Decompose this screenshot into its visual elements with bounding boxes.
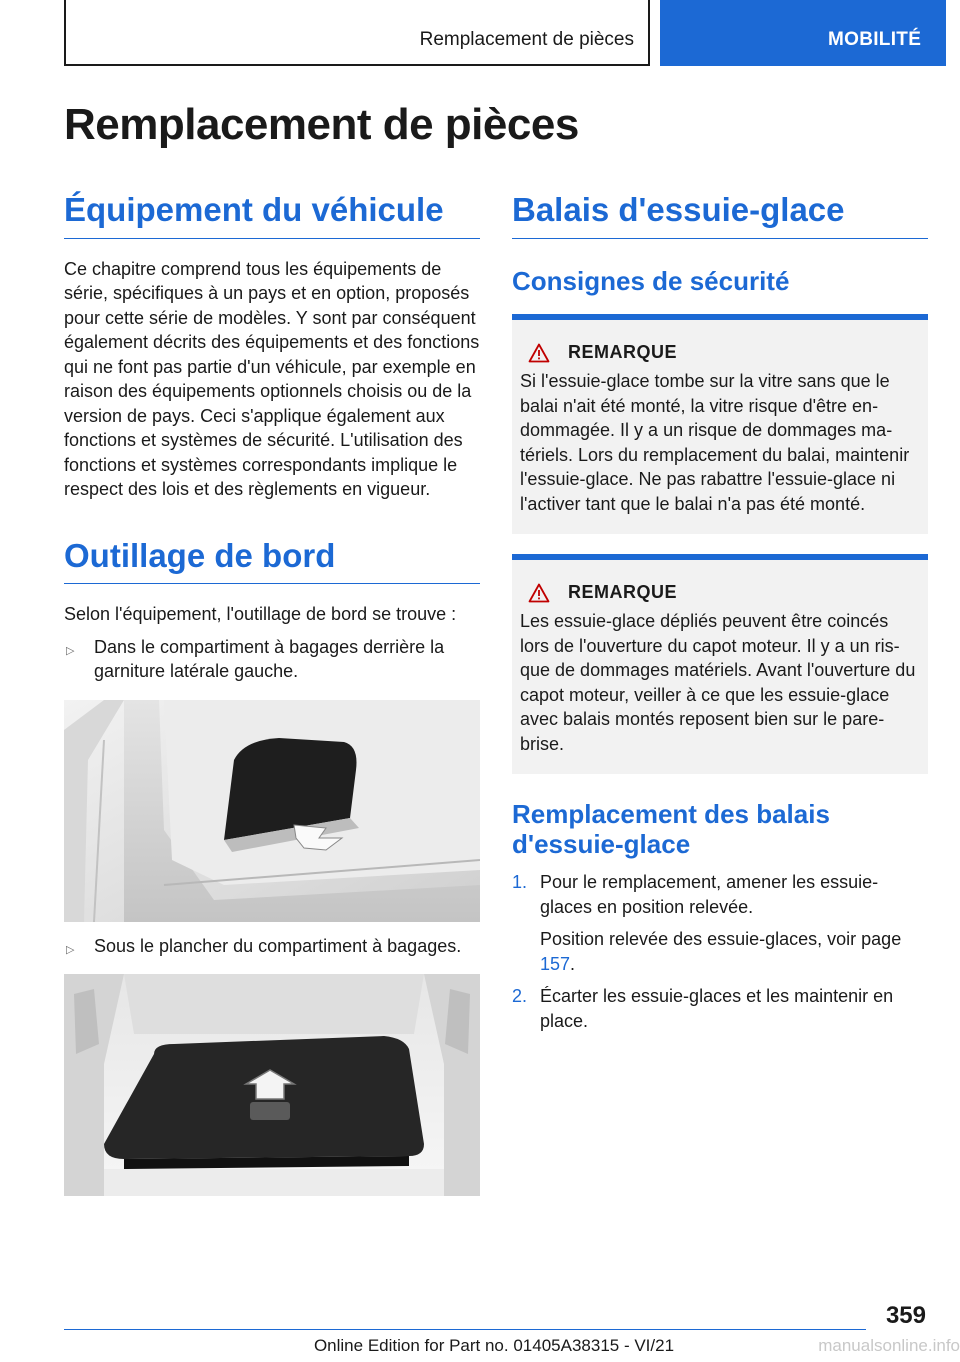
step-sub-end-1: . [570, 953, 576, 974]
notice-title-text-1: REMARQUE [568, 342, 678, 363]
header-section-title: Remplacement de pièces [419, 29, 634, 50]
step-number-2: 2. [512, 986, 528, 1007]
outillage-item-1: Dans le compartiment à bagages derrière la garniture latérale gauche. [94, 636, 445, 682]
footer-divider [64, 1329, 866, 1330]
step-sub-text-1: Position relevée des essuie-glaces, voir page [540, 929, 902, 950]
step-text-1: Pour le remplacement, amener les essuie-glaces en position relevée. [540, 872, 879, 917]
equipement-text: Ce chapitre comprend tous les équipements de série, spécifiques à un pays et en option, proposés pour cette série de modèles. Y sont par conséquent également décrits des équipements et des fonctions qui ne font pas partie d'un véhicule, par exemple en raison des équipements optionnels choisis ou de la version de pays. Ceci s'applique également aux fonctions et systèmes de sécurité. L'utilisation des fonctions et systèmes correspondants implique le respect des lois et des règlements en vigueur. [64, 258, 480, 500]
page-number: 359 [885, 1302, 926, 1329]
remplacement-steps [512, 870, 928, 1033]
heading-outillage: Outillage de bord [64, 536, 480, 585]
header-chapter-label: MOBILITÉ [828, 29, 922, 50]
list-item [64, 635, 480, 684]
page-title: Remplacement de pièces [64, 100, 579, 149]
notice-title-1 [528, 342, 920, 363]
triangle-bullet-icon: ▷ [66, 644, 75, 657]
left-column [64, 190, 480, 1208]
notice-title-text-2: REMARQUE [568, 582, 678, 603]
notice-text-2: Les essuie-glace dépliés peuvent être coincés lors de l'ouverture du capot moteur. Il y a un risque de dommages matériels. Avant l'ouverture du capot moteur, veiller à ce que les essuie-glace avec balais montés reposent bien sur le pare-brise. [520, 611, 916, 754]
step-sub-1 [540, 927, 928, 976]
notice-text-1: Si l'essuie-glace tombe sur la vitre sans que le balai n'ait été monté, la vitre risque d'être endommagée. Il y a un risque de dommages matériels. Lors du remplacement du balai, maintenir l'essuie-glace. Ne pas rabattre l'essuie-glace ni l'activer tant que le balai n'a pas été monté. [520, 371, 910, 514]
notice-box-1 [512, 314, 928, 534]
step-number-1: 1. [512, 872, 528, 893]
warning-triangle-icon [528, 583, 550, 603]
watermark: manualsonline.info [818, 1336, 960, 1355]
outillage-item-2: Sous le plancher du compartiment à bagages. [94, 935, 462, 956]
step-text-2: Écarter les essuie-glaces et les maintenir en place. [540, 986, 894, 1031]
list-item [64, 934, 480, 959]
triangle-bullet-icon: ▷ [66, 943, 75, 956]
heading-consignes: Consignes de sécurité [512, 265, 790, 296]
right-column [512, 190, 928, 1033]
notice-box-2 [512, 554, 928, 774]
header-section-box [64, 0, 650, 66]
list-item [512, 984, 928, 1033]
warning-triangle-icon [528, 343, 550, 363]
heading-remplacement: Remplacement des balais d'essuie-glace [512, 799, 830, 860]
footer-edition: Online Edition for Part no. 01405A38315 - VI/21 [313, 1336, 675, 1355]
trunk-side-panel-image [64, 700, 480, 922]
outillage-list [64, 635, 480, 684]
heading-balais: Balais d'essuie-glace [512, 190, 928, 239]
notice-title-2 [528, 582, 920, 603]
list-item [512, 870, 928, 976]
outillage-list-2 [64, 934, 480, 959]
heading-equipement: Équipement du véhicule [64, 190, 480, 239]
header-chapter-tab[interactable] [660, 0, 946, 66]
trunk-floor-image [64, 974, 480, 1196]
outillage-intro: Selon l'équipement, l'outillage de bord se trouve : [64, 604, 457, 625]
page-link-157[interactable]: 157 [540, 953, 571, 974]
